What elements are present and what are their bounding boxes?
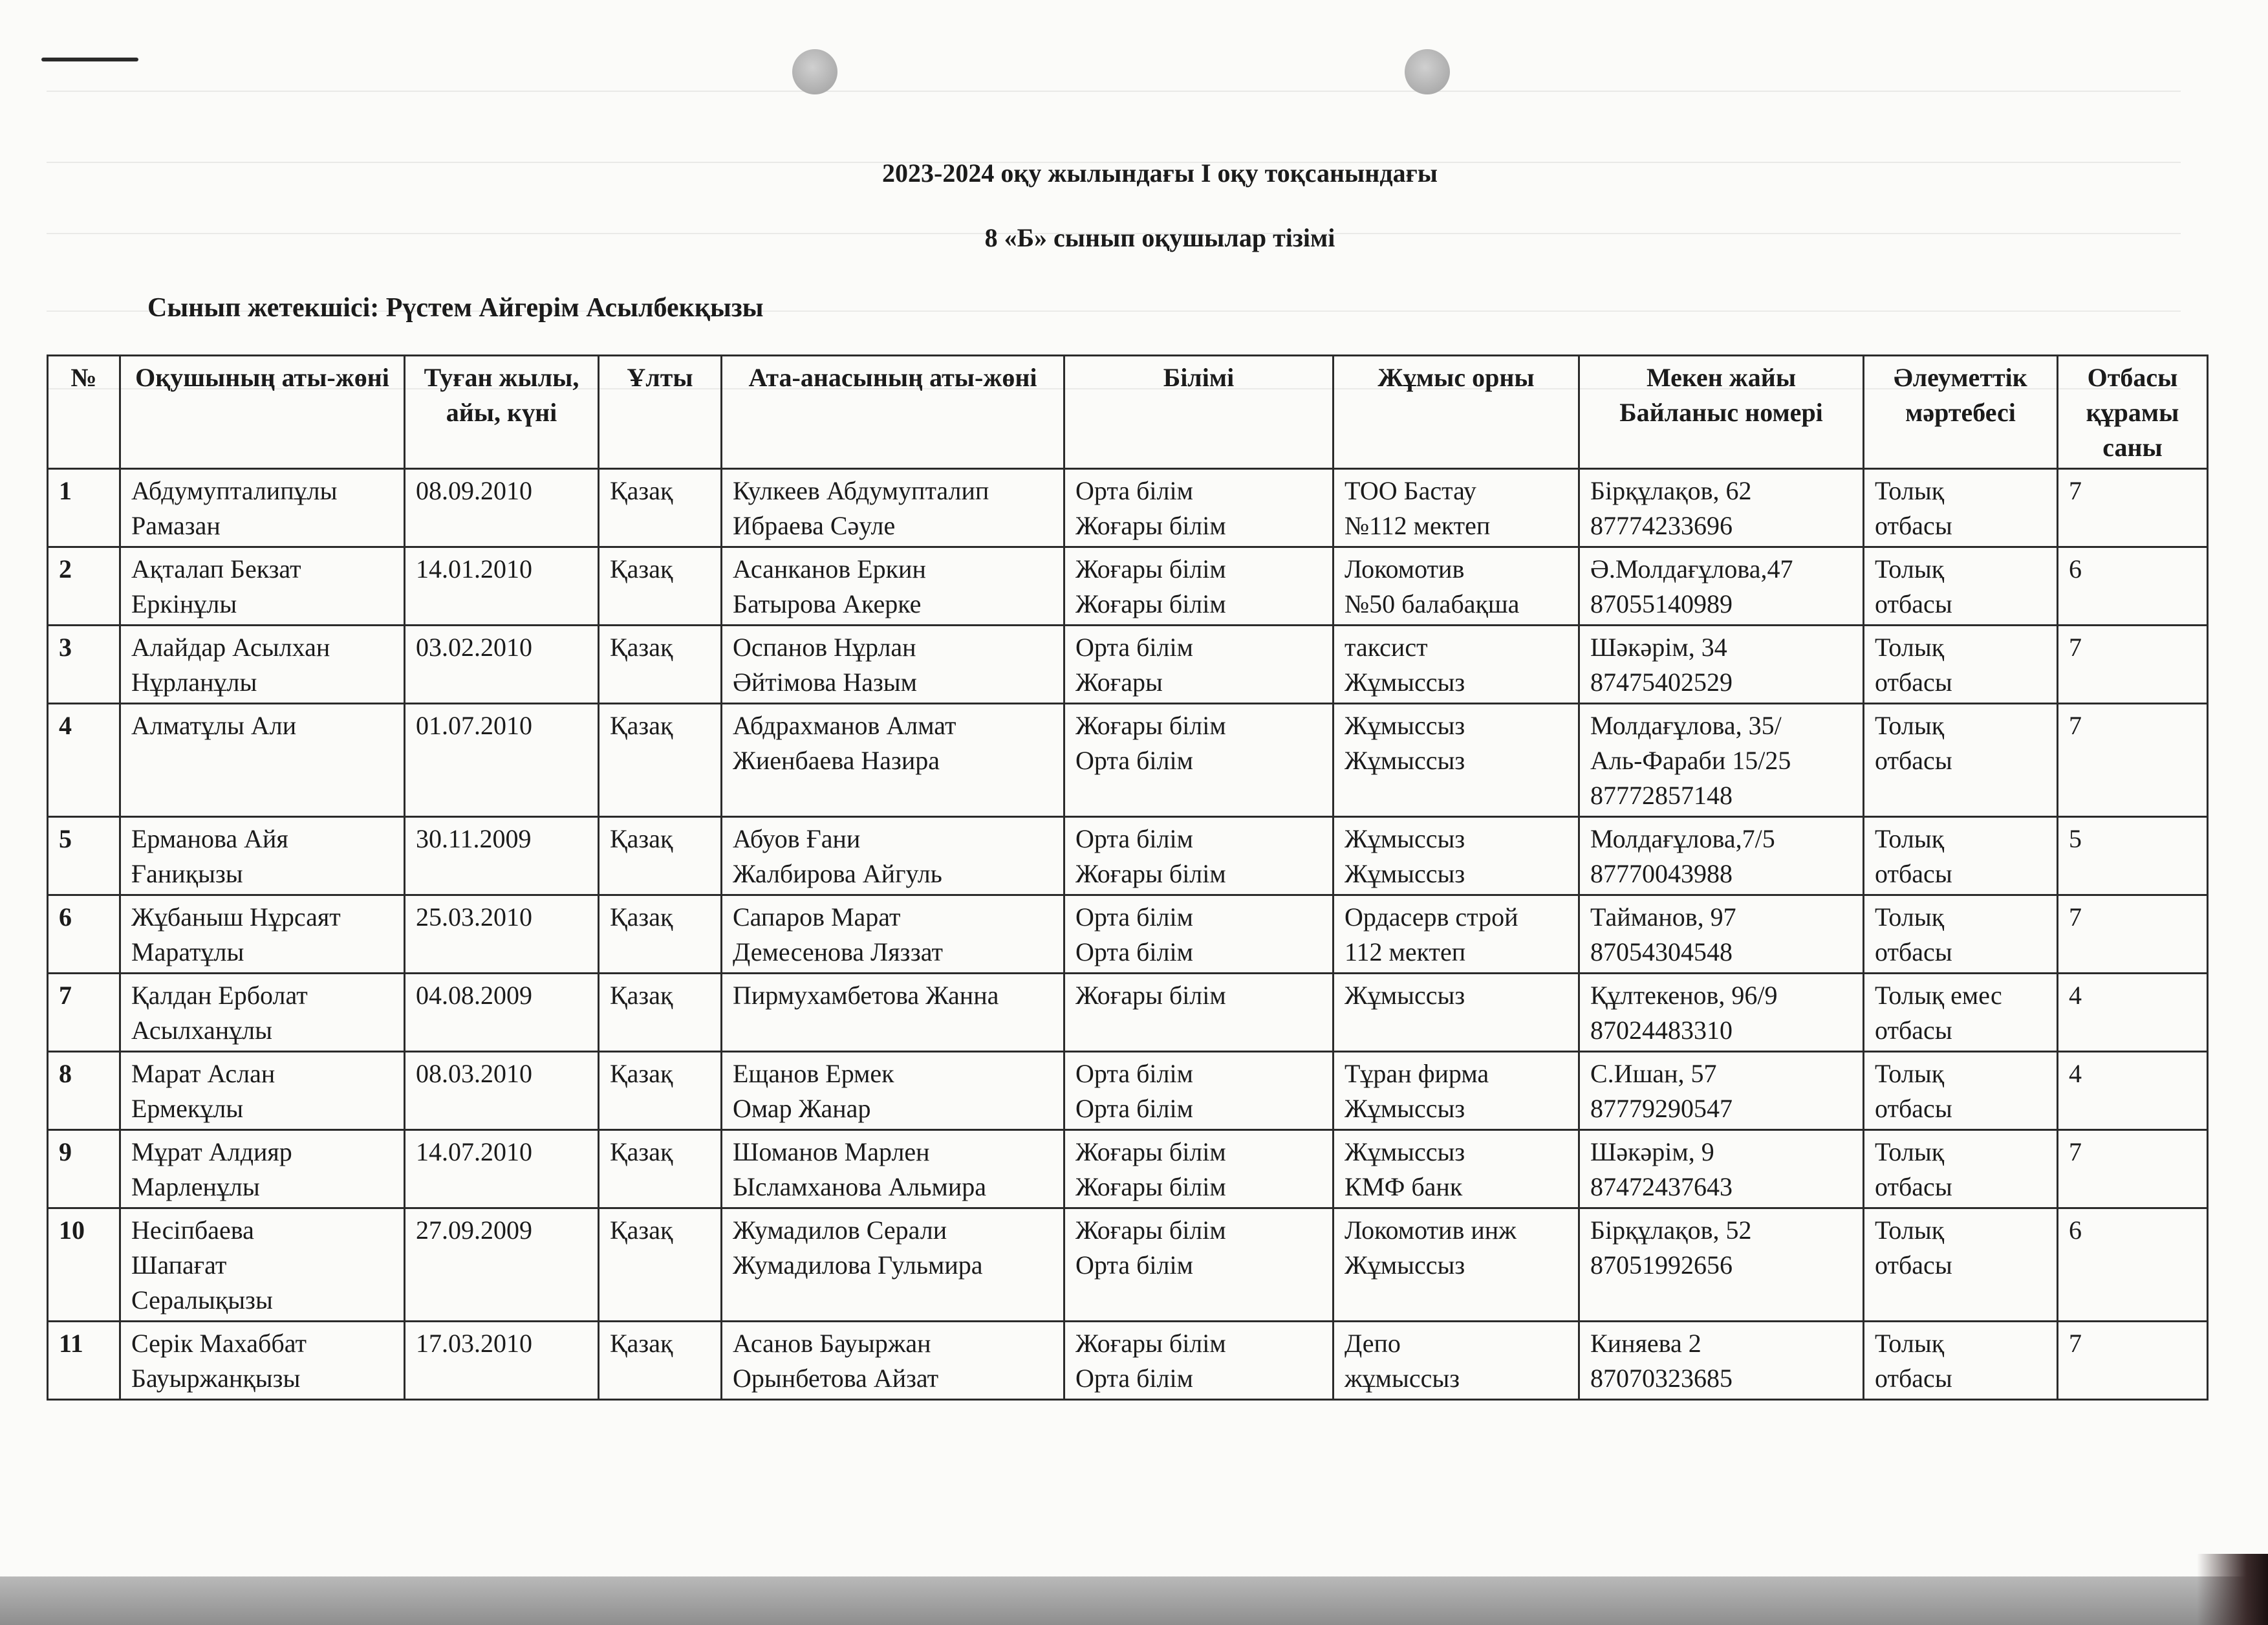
table-row	[48, 704, 2208, 817]
col-header-birth-date: Туған жылы, айы, күні	[405, 356, 599, 469]
cell-parents-line: Пирмухамбетова Жанна	[733, 981, 999, 1010]
cell-student-name	[120, 1208, 405, 1322]
cell-social-status	[1864, 704, 2058, 817]
cell-education	[1064, 1052, 1334, 1130]
cell-education-line: Жоғары білім	[1075, 1172, 1226, 1201]
cell-student-name-line: Сералықызы	[131, 1285, 273, 1314]
cell-education-line: Жоғары білім	[1075, 981, 1226, 1010]
cell-education-line: Жоғары білім	[1075, 554, 1226, 583]
cell-address-phone-line: Аль-Фараби 15/25	[1590, 746, 1791, 775]
cell-parents-line: Жиенбаева Назира	[733, 746, 940, 775]
cell-workplace-line: Жұмыссыз	[1345, 711, 1465, 740]
punch-hole-left	[792, 49, 837, 94]
cell-education-line: Жоғары	[1075, 668, 1163, 697]
cell-parents	[722, 704, 1064, 817]
table-row	[48, 1130, 2208, 1208]
cell-social-status-line: Толық	[1875, 633, 1945, 662]
cell-birth-date: 30.11.2009	[405, 817, 599, 895]
cell-parents-line: Кулкеев Абдумупталип	[733, 476, 989, 505]
cell-parents-line: Орынбетова Айзат	[733, 1364, 939, 1393]
cell-birth-date: 01.07.2010	[405, 704, 599, 817]
cell-parents	[722, 1130, 1064, 1208]
table-row	[48, 547, 2208, 626]
table-row	[48, 469, 2208, 547]
cell-social-status-line: отбасы	[1875, 1016, 1952, 1045]
cell-workplace	[1334, 1052, 1579, 1130]
cell-workplace-line: Жұмыссыз	[1345, 668, 1465, 697]
cell-social-status-line: Толық емес	[1875, 981, 2002, 1010]
cell-address-phone	[1579, 895, 1864, 974]
cell-number: 4	[48, 704, 120, 817]
cell-parents-line: Абуов Ғани	[733, 824, 861, 853]
cell-education	[1064, 547, 1334, 626]
cell-student-name	[120, 974, 405, 1052]
cell-parents-line: Сапаров Марат	[733, 902, 901, 932]
cell-education-line: Орта білім	[1075, 902, 1193, 932]
cell-workplace	[1334, 817, 1579, 895]
cell-social-status-line: Толық	[1875, 1137, 1945, 1166]
cell-family-size: 6	[2058, 547, 2208, 626]
cell-number: 7	[48, 974, 120, 1052]
cell-social-status-line: отбасы	[1875, 1364, 1952, 1393]
cell-student-name-line: Ермекұлы	[131, 1094, 244, 1123]
cell-address-phone-line: 87051992656	[1590, 1250, 1733, 1280]
cell-student-name-line: Шапағат	[131, 1250, 227, 1280]
col-header-student-name: Оқушының аты-жөні	[120, 356, 405, 469]
cell-education	[1064, 469, 1334, 547]
cell-workplace-line: Жұмыссыз	[1345, 746, 1465, 775]
cell-address-phone-line: Тайманов, 97	[1590, 902, 1736, 932]
cell-birth-date: 17.03.2010	[405, 1322, 599, 1400]
cell-address-phone-line: 87055140989	[1590, 589, 1733, 618]
cell-birth-date: 08.03.2010	[405, 1052, 599, 1130]
cell-social-status	[1864, 1322, 2058, 1400]
cell-workplace	[1334, 1130, 1579, 1208]
cell-social-status-line: Толық	[1875, 711, 1945, 740]
cell-social-status	[1864, 1130, 2058, 1208]
cell-education-line: Жоғары білім	[1075, 1216, 1226, 1245]
cell-parents	[722, 895, 1064, 974]
cell-address-phone-line: Шәкәрім, 9	[1590, 1137, 1714, 1166]
cell-address-phone-line: 87770043988	[1590, 859, 1733, 888]
cell-student-name-line: Ерманова Айя	[131, 824, 288, 853]
cell-parents-line: Батырова Акерке	[733, 589, 922, 618]
cell-address-phone-line: 87772857148	[1590, 781, 1733, 810]
cell-education-line: Жоғары білім	[1075, 1137, 1226, 1166]
cell-nationality: Қазақ	[599, 817, 722, 895]
cell-student-name	[120, 895, 405, 974]
cell-social-status-line: отбасы	[1875, 589, 1952, 618]
cell-parents	[722, 547, 1064, 626]
cell-family-size: 7	[2058, 895, 2208, 974]
scanner-bottom-edge	[0, 1576, 2268, 1625]
cell-nationality: Қазақ	[599, 974, 722, 1052]
cell-parents-line: Жалбирова Айгуль	[733, 859, 942, 888]
cell-address-phone-line: Бірқұлақов, 62	[1590, 476, 1752, 505]
cell-address-phone	[1579, 547, 1864, 626]
cell-social-status-line: отбасы	[1875, 511, 1952, 540]
punch-hole-right	[1405, 49, 1450, 94]
table-row	[48, 626, 2208, 704]
cell-address-phone	[1579, 704, 1864, 817]
cell-student-name-line: Қалдан Ерболат	[131, 981, 308, 1010]
cell-address-phone-line: 87070323685	[1590, 1364, 1733, 1393]
cell-parents-line: Асанов Бауыржан	[733, 1329, 931, 1358]
cell-social-status	[1864, 974, 2058, 1052]
cell-education	[1064, 1130, 1334, 1208]
table-header	[48, 356, 2208, 469]
cell-address-phone-line: 87472437643	[1590, 1172, 1733, 1201]
cell-parents-line: Ысламханова Альмира	[733, 1172, 986, 1201]
cell-parents-line: Демесенова Ляззат	[733, 937, 943, 966]
cell-birth-date: 04.08.2009	[405, 974, 599, 1052]
cell-nationality: Қазақ	[599, 1052, 722, 1130]
cell-nationality: Қазақ	[599, 704, 722, 817]
cell-address-phone	[1579, 469, 1864, 547]
cell-student-name-line: Мұрат Алдияр	[131, 1137, 292, 1166]
cell-social-status	[1864, 626, 2058, 704]
cell-address-phone-line: Киняева 2	[1590, 1329, 1701, 1358]
cell-nationality: Қазақ	[599, 1130, 722, 1208]
cell-address-phone-line: 87054304548	[1590, 937, 1733, 966]
cell-student-name-line: Еркінұлы	[131, 589, 237, 618]
col-header-nationality: Ұлты	[599, 356, 722, 469]
cell-family-size: 7	[2058, 469, 2208, 547]
cell-parents-line: Омар Жанар	[733, 1094, 871, 1123]
cell-birth-date: 14.07.2010	[405, 1130, 599, 1208]
cell-parents-line: Шоманов Марлен	[733, 1137, 930, 1166]
col-header-parents: Ата-анасының аты-жөні	[722, 356, 1064, 469]
cell-workplace	[1334, 547, 1579, 626]
cell-workplace-line: Жұмыссыз	[1345, 1250, 1465, 1280]
cell-student-name-line: Жұбаныш Нұрсаят	[131, 902, 341, 932]
cell-address-phone-line: Молдағұлова, 35/	[1590, 711, 1782, 740]
cell-education-line: Орта білім	[1075, 824, 1193, 853]
cell-number: 10	[48, 1208, 120, 1322]
cell-social-status-line: Толық	[1875, 824, 1945, 853]
cell-workplace	[1334, 626, 1579, 704]
cell-social-status-line: отбасы	[1875, 1250, 1952, 1280]
cell-nationality: Қазақ	[599, 1208, 722, 1322]
table-row	[48, 1208, 2208, 1322]
cell-address-phone-line: 87475402529	[1590, 668, 1733, 697]
cell-workplace-line: Депо	[1345, 1329, 1401, 1358]
cell-education-line: Орта білім	[1075, 1094, 1193, 1123]
cell-social-status	[1864, 469, 2058, 547]
cell-social-status-line: отбасы	[1875, 1094, 1952, 1123]
cell-parents-line: Жумадилова Гульмира	[733, 1250, 983, 1280]
cell-social-status	[1864, 547, 2058, 626]
cell-parents	[722, 974, 1064, 1052]
cell-education-line: Жоғары білім	[1075, 711, 1226, 740]
cell-address-phone	[1579, 626, 1864, 704]
cell-parents-line: Әйтімова Назым	[733, 668, 917, 697]
cell-student-name-line: Абдумупталипұлы	[131, 476, 338, 505]
cell-social-status-line: отбасы	[1875, 668, 1952, 697]
cell-address-phone-line: 87779290547	[1590, 1094, 1733, 1123]
cell-family-size: 7	[2058, 1322, 2208, 1400]
cell-student-name-line: Асылханұлы	[131, 1016, 272, 1045]
cell-family-size: 6	[2058, 1208, 2208, 1322]
cell-birth-date: 08.09.2010	[405, 469, 599, 547]
cell-education-line: Орта білім	[1075, 476, 1193, 505]
cell-address-phone-line: 87024483310	[1590, 1016, 1733, 1045]
cell-social-status-line: Толық	[1875, 476, 1945, 505]
pen-mark	[41, 58, 138, 61]
cell-student-name	[120, 626, 405, 704]
cell-education-line: Орта білім	[1075, 1250, 1193, 1280]
document-subtitle: 8 «Б» сынып оқушылар тізімі	[984, 223, 1335, 252]
cell-address-phone	[1579, 974, 1864, 1052]
cell-family-size: 4	[2058, 1052, 2208, 1130]
cell-student-name-line: Марленұлы	[131, 1172, 260, 1201]
cell-parents	[722, 626, 1064, 704]
cell-address-phone-line: Бірқұлақов, 52	[1590, 1216, 1752, 1245]
cell-nationality: Қазақ	[599, 547, 722, 626]
cell-workplace-line: КМФ банк	[1345, 1172, 1463, 1201]
cell-student-name-line: Ғаниқызы	[131, 859, 243, 888]
cell-family-size: 7	[2058, 704, 2208, 817]
cell-student-name	[120, 547, 405, 626]
cell-nationality: Қазақ	[599, 469, 722, 547]
cell-workplace-line: №50 балабақша	[1345, 589, 1520, 618]
cell-workplace-line: Жұмыссыз	[1345, 824, 1465, 853]
cell-number: 1	[48, 469, 120, 547]
cell-address-phone	[1579, 1052, 1864, 1130]
cell-social-status	[1864, 895, 2058, 974]
cell-parents-line: Ибраева Сәуле	[733, 511, 896, 540]
cell-student-name	[120, 1052, 405, 1130]
cell-student-name	[120, 817, 405, 895]
cell-workplace	[1334, 1322, 1579, 1400]
scanner-corner	[2197, 1554, 2268, 1625]
cell-address-phone-line: Құлтекенов, 96/9	[1590, 981, 1778, 1010]
cell-parents	[722, 1208, 1064, 1322]
cell-address-phone	[1579, 1322, 1864, 1400]
cell-education	[1064, 1208, 1334, 1322]
cell-address-phone	[1579, 1208, 1864, 1322]
cell-workplace-line: ТОО Бастау	[1345, 476, 1476, 505]
table-row	[48, 1322, 2208, 1400]
document-title: 2023-2024 оқу жылындағы І оқу тоқсанындағы	[882, 158, 1438, 188]
col-header-social-status: Әлеуметтік мәртебесі	[1864, 356, 2058, 469]
cell-workplace-line: Жұмыссыз	[1345, 981, 1465, 1010]
cell-student-name-line: Алматұлы Али	[131, 711, 297, 740]
cell-workplace	[1334, 895, 1579, 974]
cell-birth-date: 25.03.2010	[405, 895, 599, 974]
cell-student-name	[120, 1130, 405, 1208]
cell-education-line: Орта білім	[1075, 633, 1193, 662]
cell-parents	[722, 1052, 1064, 1130]
cell-workplace-line: Тұран фирма	[1345, 1059, 1489, 1088]
cell-family-size: 5	[2058, 817, 2208, 895]
cell-workplace-line: №112 мектеп	[1345, 511, 1491, 540]
cell-student-name-line: Бауыржанқызы	[131, 1364, 301, 1393]
cell-social-status	[1864, 1208, 2058, 1322]
cell-parents-line: Ещанов Ермек	[733, 1059, 894, 1088]
cell-social-status-line: Толық	[1875, 1329, 1945, 1358]
cell-workplace-line: жұмыссыз	[1345, 1364, 1460, 1393]
cell-social-status	[1864, 817, 2058, 895]
cell-education-line: Орта білім	[1075, 1059, 1193, 1088]
cell-social-status-line: отбасы	[1875, 859, 1952, 888]
cell-workplace-line: Жұмыссыз	[1345, 1094, 1465, 1123]
cell-number: 9	[48, 1130, 120, 1208]
cell-social-status-line: Толық	[1875, 902, 1945, 932]
cell-student-name-line: Ақталап Бекзат	[131, 554, 301, 583]
cell-student-name	[120, 1322, 405, 1400]
cell-family-size: 4	[2058, 974, 2208, 1052]
cell-student-name-line: Рамазан	[131, 511, 221, 540]
cell-education-line: Орта білім	[1075, 1364, 1193, 1393]
cell-education	[1064, 895, 1334, 974]
cell-education-line: Жоғары білім	[1075, 511, 1226, 540]
cell-address-phone-line: Молдағұлова,7/5	[1590, 824, 1775, 853]
cell-number: 5	[48, 817, 120, 895]
cell-parents	[722, 817, 1064, 895]
cell-workplace-line: 112 мектеп	[1345, 937, 1466, 966]
cell-workplace-line: Локомотив инж	[1345, 1216, 1517, 1245]
cell-workplace	[1334, 1208, 1579, 1322]
cell-social-status-line: Толық	[1875, 1216, 1945, 1245]
col-header-number: №	[48, 356, 120, 469]
col-header-workplace: Жұмыс орны	[1334, 356, 1579, 469]
cell-address-phone-line: С.Ишан, 57	[1590, 1059, 1717, 1088]
cell-education	[1064, 974, 1334, 1052]
cell-workplace-line: Жұмыссыз	[1345, 859, 1465, 888]
cell-workplace	[1334, 469, 1579, 547]
cell-education	[1064, 626, 1334, 704]
cell-parents	[722, 469, 1064, 547]
cell-workplace-line: Жұмыссыз	[1345, 1137, 1465, 1166]
cell-parents-line: Жумадилов Серали	[733, 1216, 947, 1245]
cell-address-phone-line: Ә.Молдағұлова,47	[1590, 554, 1793, 583]
cell-birth-date: 14.01.2010	[405, 547, 599, 626]
cell-number: 8	[48, 1052, 120, 1130]
table-row	[48, 974, 2208, 1052]
cell-student-name-line: Несіпбаева	[131, 1216, 254, 1245]
cell-student-name-line: Серік Махаббат	[131, 1329, 307, 1358]
cell-workplace	[1334, 704, 1579, 817]
cell-address-phone	[1579, 1130, 1864, 1208]
cell-number: 3	[48, 626, 120, 704]
cell-address-phone	[1579, 817, 1864, 895]
cell-parents-line: Асанканов Еркин	[733, 554, 926, 583]
cell-workplace	[1334, 974, 1579, 1052]
cell-workplace-line: Ордасерв строй	[1345, 902, 1518, 932]
cell-number: 6	[48, 895, 120, 974]
cell-education-line: Жоғары білім	[1075, 859, 1226, 888]
cell-address-phone-line: 87774233696	[1590, 511, 1733, 540]
cell-address-phone-line: Шәкәрім, 34	[1590, 633, 1727, 662]
cell-social-status-line: Толық	[1875, 1059, 1945, 1088]
table-body	[48, 469, 2208, 1400]
cell-education-line: Орта білім	[1075, 746, 1193, 775]
cell-student-name	[120, 704, 405, 817]
cell-education-line: Жоғары білім	[1075, 1329, 1226, 1358]
col-header-family-size: Отбасы құрамы саны	[2058, 356, 2208, 469]
cell-education	[1064, 704, 1334, 817]
table-row	[48, 817, 2208, 895]
table-row	[48, 895, 2208, 974]
class-supervisor: Сынып жетекшісі: Рүстем Айгерім Асылбекқызы	[147, 293, 764, 323]
cell-education	[1064, 1322, 1334, 1400]
col-header-education: Білімі	[1064, 356, 1334, 469]
student-list-table	[47, 354, 2209, 1401]
cell-workplace-line: таксист	[1345, 633, 1428, 662]
cell-student-name-line: Маратұлы	[131, 937, 244, 966]
cell-workplace-line: Локомотив	[1345, 554, 1465, 583]
cell-number: 11	[48, 1322, 120, 1400]
cell-birth-date: 27.09.2009	[405, 1208, 599, 1322]
cell-family-size: 7	[2058, 1130, 2208, 1208]
cell-student-name	[120, 469, 405, 547]
cell-social-status	[1864, 1052, 2058, 1130]
col-header-address-phone: Мекен жайы Байланыс номері	[1579, 356, 1864, 469]
table-row	[48, 1052, 2208, 1130]
cell-social-status-line: отбасы	[1875, 746, 1952, 775]
cell-social-status-line: Толық	[1875, 554, 1945, 583]
cell-student-name-line: Алайдар Асылхан	[131, 633, 330, 662]
cell-family-size: 7	[2058, 626, 2208, 704]
cell-education-line: Жоғары білім	[1075, 589, 1226, 618]
cell-parents-line: Абдрахманов Алмат	[733, 711, 956, 740]
cell-parents-line: Оспанов Нұрлан	[733, 633, 916, 662]
cell-social-status-line: отбасы	[1875, 937, 1952, 966]
cell-education-line: Орта білім	[1075, 937, 1193, 966]
cell-parents	[722, 1322, 1064, 1400]
cell-number: 2	[48, 547, 120, 626]
cell-nationality: Қазақ	[599, 895, 722, 974]
cell-nationality: Қазақ	[599, 1322, 722, 1400]
cell-student-name-line: Марат Аслан	[131, 1059, 275, 1088]
cell-birth-date: 03.02.2010	[405, 626, 599, 704]
cell-social-status-line: отбасы	[1875, 1172, 1952, 1201]
cell-nationality: Қазақ	[599, 626, 722, 704]
cell-student-name-line: Нұрланұлы	[131, 668, 257, 697]
cell-education	[1064, 817, 1334, 895]
